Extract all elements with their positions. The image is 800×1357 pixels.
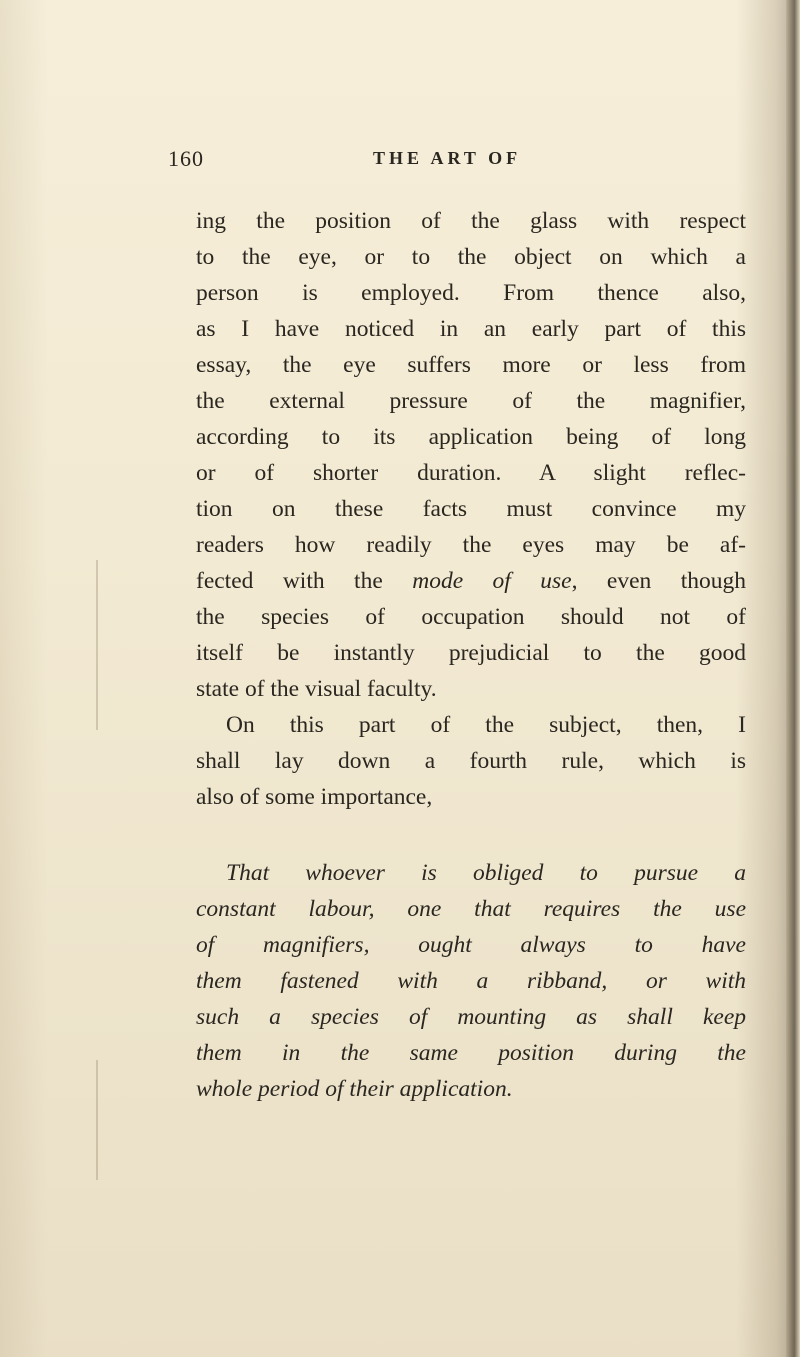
paragraph-gap bbox=[196, 815, 746, 855]
text-line: itself be instantly prejudicial to the good bbox=[196, 640, 746, 666]
running-title: THE ART OF bbox=[373, 148, 522, 168]
rule-line: such a species of mounting as shall keep bbox=[196, 1004, 746, 1030]
page-number: 160 bbox=[168, 146, 204, 171]
rule-line: That whoever is obliged to pursue a bbox=[226, 860, 746, 886]
text-line: or of shorter duration. A slight reflec- bbox=[196, 460, 746, 486]
text-line: On this part of the subject, then, I bbox=[226, 712, 746, 738]
running-head bbox=[168, 146, 768, 176]
text-line: state of the visual faculty. bbox=[196, 676, 437, 702]
text-segment: , even though bbox=[571, 568, 747, 594]
text-line: to the eye, or to the object on which a bbox=[196, 244, 746, 270]
text-line: the external pressure of the magnifier, bbox=[196, 388, 746, 414]
text-line: also of some importance, bbox=[196, 784, 433, 810]
rule-line: of magnifiers, ought always to have bbox=[196, 932, 746, 958]
text-line: as I have noticed in an early part of this bbox=[196, 316, 746, 342]
text-line: readers how readily the eyes may be af- bbox=[196, 532, 746, 558]
emphasis-text: mode of use bbox=[412, 568, 572, 594]
text-line: ing the position of the glass with respect bbox=[196, 208, 746, 234]
body-text bbox=[196, 203, 746, 1107]
text-line: essay, the eye suffers more or less from bbox=[196, 352, 746, 378]
text-line: shall lay down a fourth rule, which is bbox=[196, 748, 746, 774]
rule-line: them fastened with a ribband, or with bbox=[196, 968, 746, 994]
text-line: person is employed. From thence also, bbox=[196, 280, 746, 306]
text-line bbox=[196, 563, 746, 599]
rule-line: constant labour, one that requires the use bbox=[196, 896, 746, 922]
text-line: tion on these facts must convince my bbox=[196, 496, 746, 522]
page-edge-shadow bbox=[786, 0, 800, 1357]
margin-stain bbox=[96, 1060, 98, 1180]
rule-line: them in the same position during the bbox=[196, 1040, 746, 1066]
text-segment: fected with the bbox=[196, 568, 413, 594]
rule-line: whole period of their application. bbox=[196, 1076, 513, 1102]
text-line: the species of occupation should not of bbox=[196, 604, 746, 630]
margin-stain bbox=[96, 560, 98, 730]
text-line: according to its application being of long bbox=[196, 424, 746, 450]
